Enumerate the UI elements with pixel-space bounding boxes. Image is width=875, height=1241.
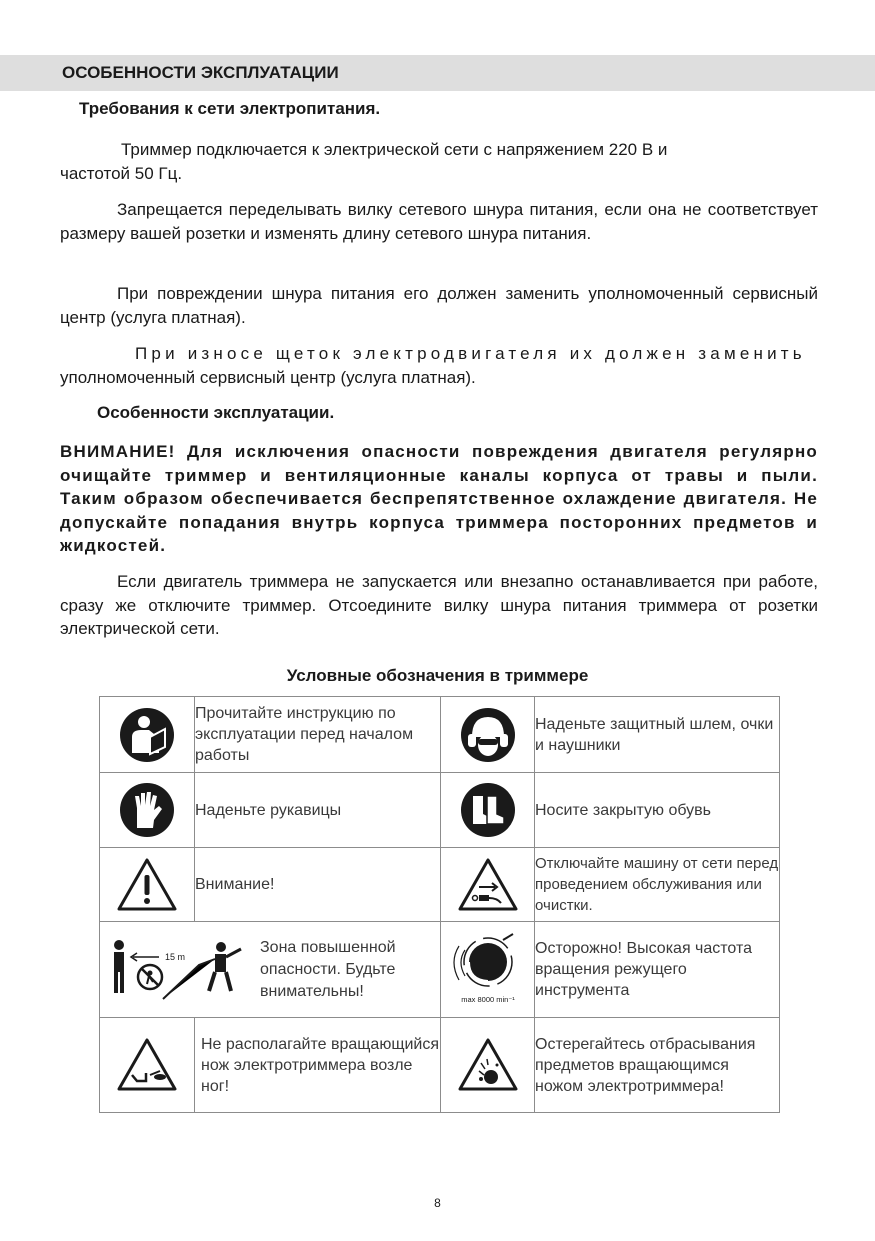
power-paragraph-1-line2: частотой 50 Гц. (60, 163, 183, 183)
high-speed-rotation-icon (441, 922, 535, 1018)
operation-warning: ВНИМАНИЕ! Для исключения опасности повреждения двигателя регулярно очищайте триммер и вентиляционные каналы корпуса от травы и пыли. Таким образом обеспечивается беспрепятственное охлаждение двигателя. Не допускайте попадания внутрь корпуса триммера посторонних предметов и жидкостей. (60, 442, 818, 555)
helmet-goggles-earmuffs-icon (441, 697, 535, 773)
symbol-text: Не располагайте вращающийся нож электротриммера возле ног! (195, 1018, 441, 1113)
symbol-text: Наденьте защитный шлем, очки и наушники (535, 697, 780, 773)
symbols-table (99, 696, 780, 1113)
symbol-text: Остерегайтесь отбрасывания предметов вращающимся ножом электротриммера! (535, 1018, 780, 1113)
operation-heading: Особенности эксплуатации. (97, 403, 335, 422)
power-heading: Требования к сети электропитания. (79, 99, 381, 118)
power-paragraph-4-line2: уполномоченный сервисный центр (услуга платная). (60, 367, 476, 387)
section-title: ОСОБЕННОСТИ ЭКСПЛУАТАЦИИ (62, 63, 339, 82)
zone-distance-label: 15 m (165, 951, 186, 962)
power-paragraph-3: При повреждении шнура питания его должен заменить уполномоченный сервисный центр (услуга платная). (60, 284, 818, 327)
max-speed-label: max 8000 min⁻¹ (460, 994, 515, 1004)
gloves-icon (100, 773, 195, 848)
table-row (100, 848, 780, 922)
symbol-text: Носите закрытую обувь (535, 773, 780, 848)
symbol-text: Прочитайте инструкцию по эксплуатации перед началом работы (195, 697, 441, 773)
blade-near-feet-icon (100, 1018, 195, 1113)
power-paragraph-4-line1: При износе щеток электродвигателя их должен заменить (135, 344, 806, 363)
unplug-warning-icon (441, 848, 535, 922)
page-number: 8 (434, 1196, 441, 1210)
read-manual-icon (100, 697, 195, 773)
symbol-text: Зона повышенной опасности. Будьте внимательны! (260, 938, 396, 1000)
boots-icon (441, 773, 535, 848)
power-paragraph-2: Запрещается переделывать вилку сетевого шнура питания, если она не соответствует размеру вашей розетки и изменять длину сетевого шнура питания. (60, 200, 818, 243)
symbol-text: Наденьте рукавицы (195, 773, 441, 848)
symbol-text: Осторожно! Высокая частота вращения режущего инструмента (535, 922, 780, 1018)
power-paragraph-4 (60, 342, 818, 389)
symbols-title: Условные обозначения в триммере (286, 666, 589, 685)
thrown-objects-icon (441, 1018, 535, 1113)
symbol-text: Отключайте машину от сети перед проведением обслуживания или очистки. (535, 848, 780, 922)
table-row (100, 1018, 780, 1113)
power-paragraph-1 (60, 138, 818, 185)
table-row (100, 922, 780, 1018)
power-paragraph-1-line1: Триммер подключается к электрической сети с напряжением 220 В и (121, 140, 668, 159)
danger-zone-15m-icon (100, 935, 250, 1005)
table-row (100, 697, 780, 773)
warning-triangle-icon (100, 848, 195, 922)
table-row (100, 773, 780, 848)
operation-paragraph: Если двигатель триммера не запускается или внезапно останавливается при работе, сразу же отключите триммер. Отсоедините вилку шнура питания триммера от розетки электрической сети. (60, 572, 818, 638)
symbol-text: Внимание! (195, 848, 441, 922)
